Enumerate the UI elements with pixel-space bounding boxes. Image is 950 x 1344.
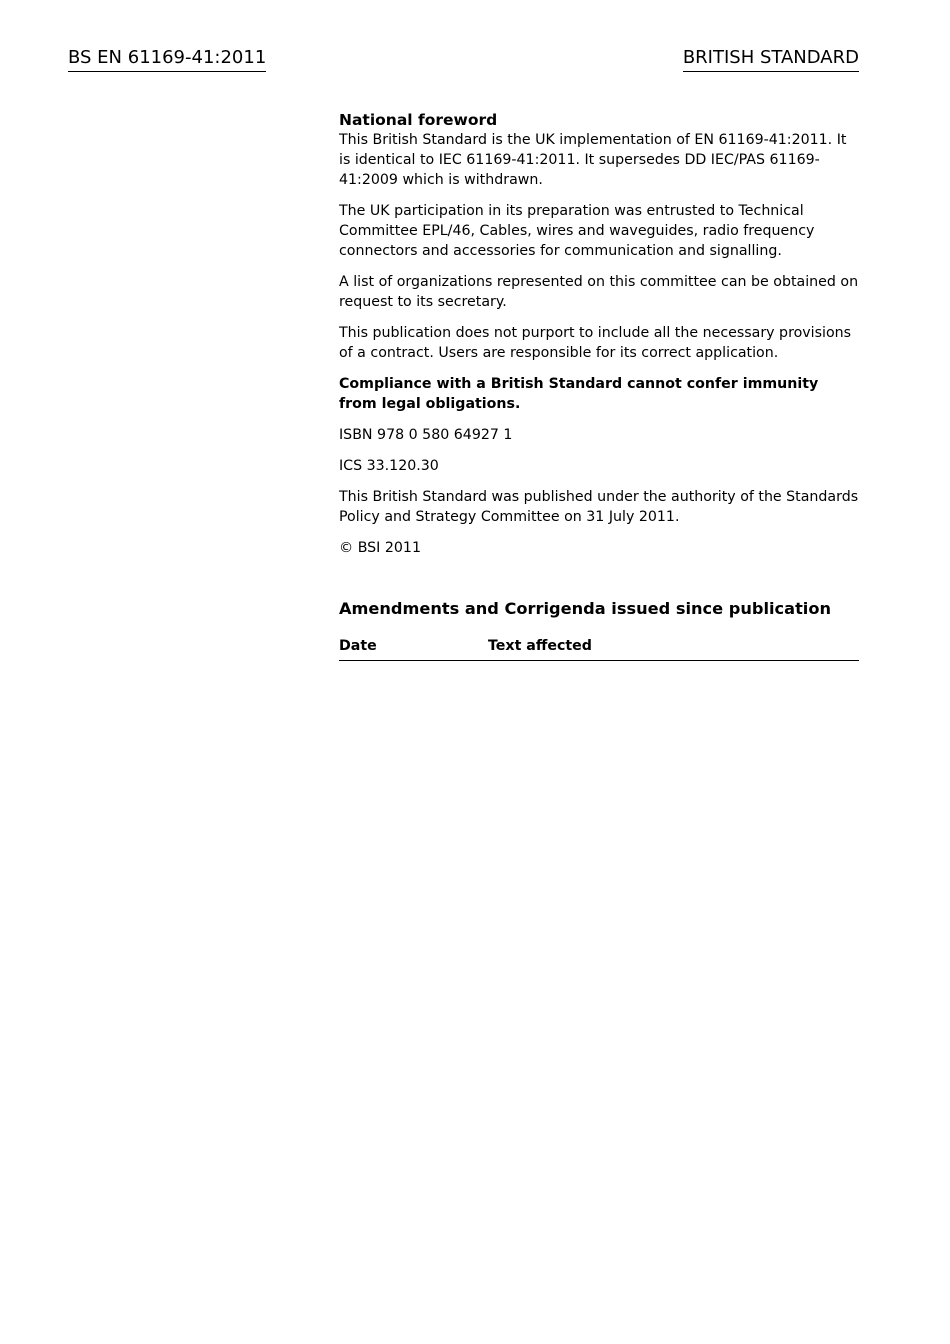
foreword-paragraph-implementation: This British Standard is the UK implementation of EN 61169-41:2011. It is identical to IEC 61169-41:2011. It supersedes DD IEC/PAS 61169-41:2009 which is withdrawn.	[339, 132, 847, 188]
publication-note: This British Standard was published under the authority of the Standards Policy and Strategy Committee on 31 July 2011.	[339, 489, 859, 525]
document-code: BS EN 61169-41:2011	[68, 46, 266, 72]
column-header-date: Date	[339, 638, 377, 654]
copyright: © BSI 2011	[339, 540, 421, 556]
isbn: ISBN 978 0 580 64927 1	[339, 427, 513, 443]
foreword-section	[339, 110, 859, 661]
amendments-title: Amendments and Corrigenda issued since publication	[339, 599, 831, 618]
document-type: BRITISH STANDARD	[683, 46, 859, 72]
foreword-title: National foreword	[339, 111, 498, 129]
foreword-paragraph-provisions: This publication does not purport to include all the necessary provisions of a contract. Users are responsible for its correct application.	[339, 325, 852, 361]
column-header-text-affected: Text affected	[488, 638, 592, 654]
compliance-note: Compliance with a British Standard cannot confer immunity from legal obligations.	[339, 376, 819, 412]
amendments-table-header	[339, 636, 859, 661]
foreword-paragraph-organizations: A list of organizations represented on this committee can be obtained on request to its secretary.	[339, 274, 859, 310]
ics-code: ICS 33.120.30	[339, 458, 439, 474]
foreword-paragraph-committee: The UK participation in its preparation was entrusted to Technical Committee EPL/46, Cables, wires and waveguides, radio frequency connectors and accessories for communication and signalling.	[339, 203, 815, 259]
